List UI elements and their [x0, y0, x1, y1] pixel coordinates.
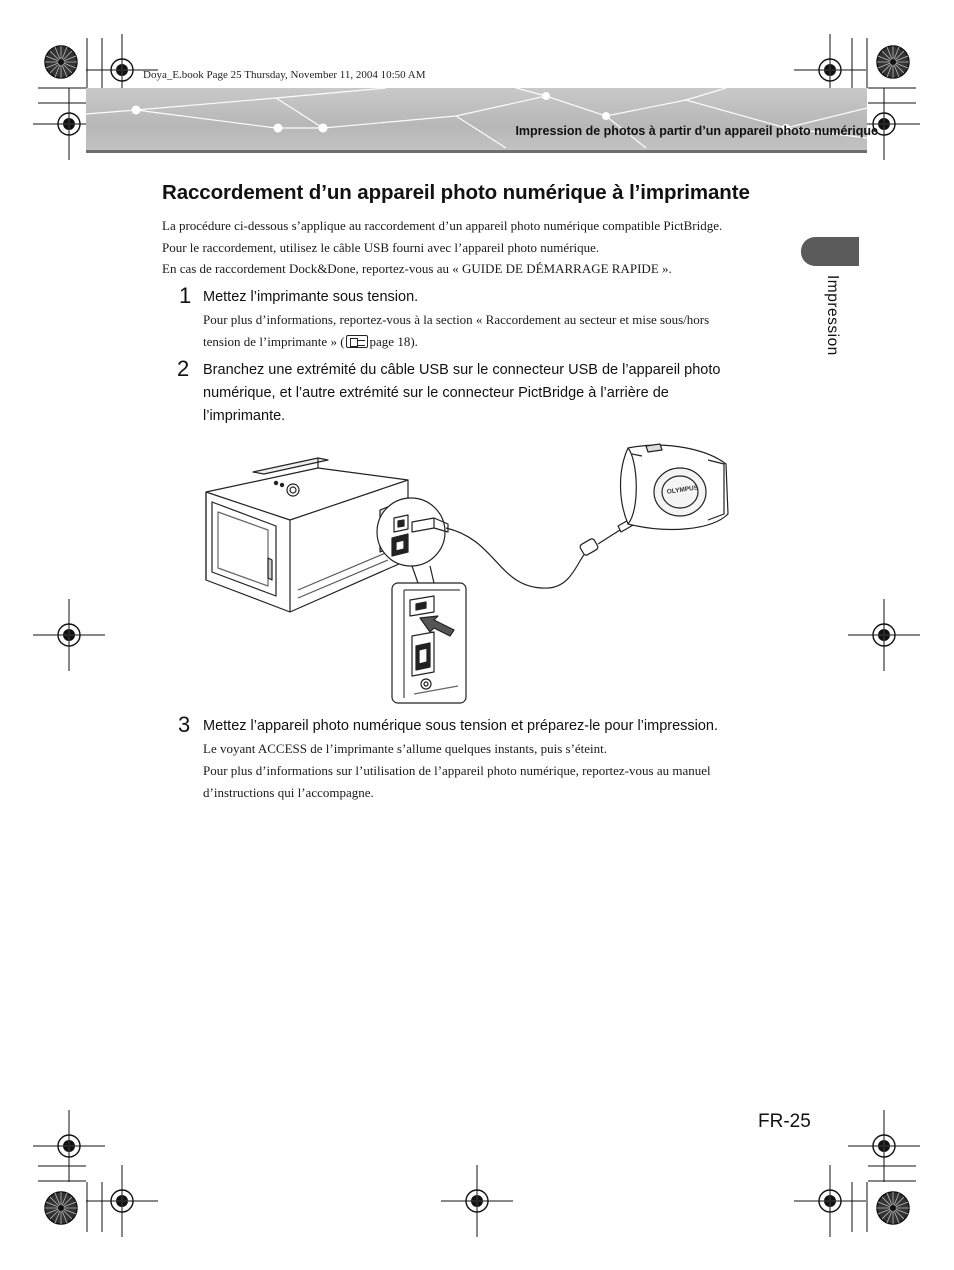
step-title-line: numérique, et l’autre extrémité sur le connecteur PictBridge à l’arrière de [203, 385, 669, 401]
detail-magnifier [377, 498, 445, 566]
page-reference-link[interactable]: page 18). [369, 334, 418, 349]
step-number: 3 [178, 712, 191, 737]
header-band [86, 88, 867, 153]
section-intro [162, 215, 802, 280]
step-title-line: l’imprimante. [203, 408, 286, 424]
step-note-line: Pour plus d’informations, reportez-vous à la section « Raccordement au secteur et mise sous/hors [203, 312, 710, 327]
step-note-line: Le voyant ACCESS de l’imprimante s’allume quelques instants, puis s’éteint. [203, 741, 608, 756]
page-reference-icon [346, 335, 368, 348]
print-info: Doya_E.book Page 25 Thursday, November 11, 2004 10:50 AM [143, 69, 426, 81]
connection-illustration [198, 440, 748, 708]
step-title-line: Branchez une extrémité du câble USB sur le connecteur USB de l’appareil photo [203, 362, 721, 378]
step-title: Mettez l’imprimante sous tension. [203, 289, 419, 305]
step-number: 2 [177, 356, 190, 381]
step-note-line: d’instructions qui l’accompagne. [203, 785, 374, 800]
running-header-title: Impression de photos à partir d’un appareil photo numérique [515, 124, 878, 138]
chapter-tab-label: Impression [824, 275, 841, 356]
camera-drawing [621, 444, 729, 529]
camera-brand-logo: OLYMPUS [666, 484, 699, 496]
header-network-decoration [86, 88, 867, 153]
step-title [203, 359, 803, 428]
step-note-line [203, 331, 803, 353]
step-title: Mettez l’appareil photo numérique sous tension et préparez-le pour l’impression. [203, 718, 719, 734]
chapter-tab [801, 237, 859, 266]
section-title: Raccordement d’un appareil photo numérique à l’imprimante [162, 181, 750, 204]
step-note-line: Pour plus d’informations sur l’utilisation de l’appareil photo numérique, reportez-vous au manuel [203, 763, 711, 778]
step-note [203, 738, 803, 804]
intro-line: En cas de raccordement Dock&Done, reportez-vous au « GUIDE DE DÉMARRAGE RAPIDE ». [162, 261, 672, 276]
intro-line: La procédure ci-dessous s’applique au raccordement d’un appareil photo numérique compatible PictBridge. [162, 218, 723, 233]
step-number: 1 [179, 283, 192, 308]
step-note-text: tension de l’imprimante » ( [203, 334, 345, 349]
intro-line: Pour le raccordement, utilisez le câble USB fourni avec l’appareil photo numérique. [162, 239, 600, 255]
page-number: FR-25 [758, 1111, 811, 1132]
step-note [203, 309, 803, 353]
